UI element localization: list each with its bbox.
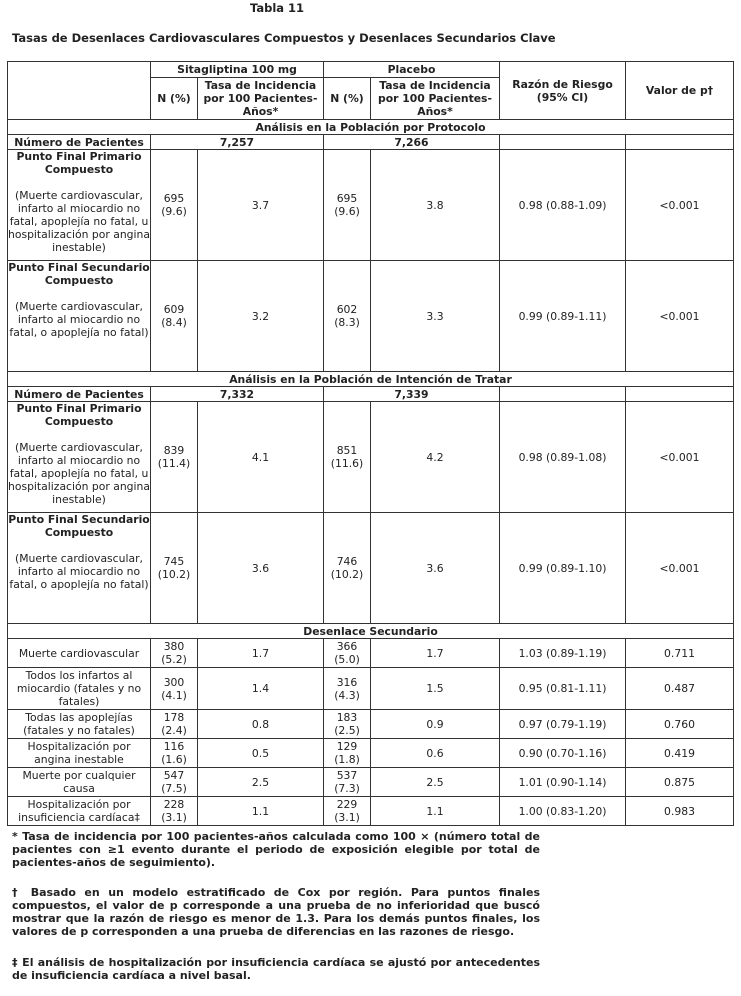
secondary-hr: 1.03 (0.89-1.19) — [500, 639, 626, 668]
secondary-p: 0.983 — [626, 797, 734, 826]
itt-secondary-pl-rate: 3.6 — [371, 513, 500, 624]
itt-patients-label: Número de Pacientes — [8, 387, 151, 402]
secondary-hr: 0.90 (0.70-1.16) — [500, 739, 626, 768]
itt-secondary-p: <0.001 — [626, 513, 734, 624]
itt-primary-pl-n: 851 (11.6) — [324, 402, 371, 513]
secondary-hr: 1.01 (0.90-1.14) — [500, 768, 626, 797]
pp-placebo-patients: 7,266 — [324, 135, 500, 150]
secondary-sita-rate: 1.7 — [198, 639, 324, 668]
secondary-sita-n: 178 (2.4) — [151, 710, 198, 739]
endpoint-heading: Punto Final Secundario Compuesto — [8, 513, 150, 539]
secondary-p: 0.487 — [626, 668, 734, 710]
pp-secondary-sita-rate: 3.2 — [198, 261, 324, 372]
secondary-pl-rate: 2.5 — [371, 768, 500, 797]
secondary-pl-rate: 1.1 — [371, 797, 500, 826]
itt-primary-sita-n: 839 (11.4) — [151, 402, 198, 513]
secondary-pl-rate: 1.7 — [371, 639, 500, 668]
secondary-label: Muerte por cualquier causa — [8, 768, 151, 797]
pp-patients-label: Número de Pacientes — [8, 135, 151, 150]
endpoint-heading: Punto Final Primario Compuesto — [16, 150, 142, 176]
corner-cell — [8, 62, 151, 120]
endpoint-description: (Muerte cardiovascular, infarto al miocardio no fatal, o apoplejía no fatal) — [9, 300, 149, 339]
table-row — [8, 739, 734, 768]
footnote-heart-failure: ‡ El análisis de hospitalización por insuficiencia cardíaca se ajustó por antecedentes de insuficiencia cardíaca a nivel basal. — [12, 956, 540, 982]
itt-secondary-label — [8, 513, 151, 624]
pp-primary-p: <0.001 — [626, 150, 734, 261]
secondary-sita-n: 380 (5.2) — [151, 639, 198, 668]
secondary-sita-n: 547 (7.5) — [151, 768, 198, 797]
section-per-protocol: Análisis en la Población por Protocolo — [8, 120, 734, 135]
itt-placebo-patients: 7,339 — [324, 387, 500, 402]
table-row — [8, 797, 734, 826]
secondary-p: 0.760 — [626, 710, 734, 739]
header-pl-n: N (%) — [324, 78, 371, 120]
itt-primary-hr: 0.98 (0.89-1.08) — [500, 402, 626, 513]
secondary-sita-rate: 1.1 — [198, 797, 324, 826]
secondary-pl-rate: 0.6 — [371, 739, 500, 768]
secondary-label: Muerte cardiovascular — [8, 639, 151, 668]
secondary-p: 0.875 — [626, 768, 734, 797]
pp-secondary-label — [8, 261, 151, 372]
endpoint-description: (Muerte cardiovascular, infarto al miocardio no fatal, apoplejía no fatal, u hospitalización por angina inestable) — [8, 441, 150, 506]
secondary-sita-rate: 1.4 — [198, 668, 324, 710]
itt-secondary-sita-rate: 3.6 — [198, 513, 324, 624]
header-p-value: Valor de p† — [626, 62, 734, 120]
itt-primary-sita-rate: 4.1 — [198, 402, 324, 513]
pp-sita-patients: 7,257 — [151, 135, 324, 150]
secondary-sita-rate: 0.5 — [198, 739, 324, 768]
secondary-sita-rate: 2.5 — [198, 768, 324, 797]
pp-secondary-sita-n: 609 (8.4) — [151, 261, 198, 372]
secondary-sita-n: 300 (4.1) — [151, 668, 198, 710]
pp-primary-sita-n: 695 (9.6) — [151, 150, 198, 261]
itt-primary-pl-rate: 4.2 — [371, 402, 500, 513]
table-caption: Tabla 11 — [250, 1, 305, 15]
secondary-pl-n: 366 (5.0) — [324, 639, 371, 668]
table-row — [8, 668, 734, 710]
secondary-hr: 0.95 (0.81-1.11) — [500, 668, 626, 710]
itt-primary-p: <0.001 — [626, 402, 734, 513]
pp-primary-hr: 0.98 (0.88-1.09) — [500, 150, 626, 261]
secondary-label: Todas las apoplejías (fatales y no fatales) — [8, 710, 151, 739]
outcomes-table — [7, 61, 734, 826]
itt-sita-patients: 7,332 — [151, 387, 324, 402]
secondary-pl-rate: 0.9 — [371, 710, 500, 739]
table-row — [8, 710, 734, 739]
endpoint-description: (Muerte cardiovascular, infarto al miocardio no fatal, o apoplejía no fatal) — [9, 552, 149, 591]
footnote-incidence-rate: * Tasa de incidencia por 100 pacientes-años calculada como 100 × (número total de pacientes con ≥1 evento durante el periodo de exposición elegible por total de pacientes-años de seguimiento). — [12, 830, 540, 869]
secondary-pl-n: 129 (1.8) — [324, 739, 371, 768]
itt-secondary-sita-n: 745 (10.2) — [151, 513, 198, 624]
itt-primary-label — [8, 402, 151, 513]
table-row — [8, 768, 734, 797]
pp-hr-blank — [500, 135, 626, 150]
header-hazard-ratio: Razón de Riesgo (95% CI) — [500, 62, 626, 120]
header-sitagliptin: Sitagliptina 100 mg — [151, 62, 324, 78]
itt-secondary-hr: 0.99 (0.89-1.10) — [500, 513, 626, 624]
section-intention-to-treat: Análisis en la Población de Intención de Tratar — [8, 372, 734, 387]
secondary-hr: 0.97 (0.79-1.19) — [500, 710, 626, 739]
secondary-p: 0.711 — [626, 639, 734, 668]
endpoint-heading: Punto Final Secundario Compuesto — [8, 261, 150, 287]
pp-primary-sita-rate: 3.7 — [198, 150, 324, 261]
secondary-label: Todos los infartos al miocardio (fatales y no fatales) — [8, 668, 151, 710]
secondary-sita-rate: 0.8 — [198, 710, 324, 739]
secondary-label: Hospitalización por angina inestable — [8, 739, 151, 768]
pp-primary-pl-rate: 3.8 — [371, 150, 500, 261]
pp-p-blank — [626, 135, 734, 150]
pp-secondary-hr: 0.99 (0.89-1.11) — [500, 261, 626, 372]
itt-secondary-pl-n: 746 (10.2) — [324, 513, 371, 624]
secondary-hr: 1.00 (0.83-1.20) — [500, 797, 626, 826]
itt-p-blank — [626, 387, 734, 402]
secondary-pl-n: 183 (2.5) — [324, 710, 371, 739]
secondary-sita-n: 116 (1.6) — [151, 739, 198, 768]
secondary-label: Hospitalización por insuficiencia cardíaca‡ — [8, 797, 151, 826]
secondary-sita-n: 228 (3.1) — [151, 797, 198, 826]
header-placebo: Placebo — [324, 62, 500, 78]
endpoint-heading: Punto Final Primario Compuesto — [16, 402, 142, 428]
pp-secondary-p: <0.001 — [626, 261, 734, 372]
pp-secondary-pl-n: 602 (8.3) — [324, 261, 371, 372]
secondary-pl-n: 537 (7.3) — [324, 768, 371, 797]
pp-primary-pl-n: 695 (9.6) — [324, 150, 371, 261]
header-sita-n: N (%) — [151, 78, 198, 120]
table-title: Tasas de Desenlaces Cardiovasculares Compuestos y Desenlaces Secundarios Clave — [12, 31, 556, 45]
pp-secondary-pl-rate: 3.3 — [371, 261, 500, 372]
section-secondary-outcomes: Desenlace Secundario — [8, 624, 734, 639]
table-row — [8, 639, 734, 668]
secondary-pl-n: 229 (3.1) — [324, 797, 371, 826]
secondary-pl-rate: 1.5 — [371, 668, 500, 710]
secondary-p: 0.419 — [626, 739, 734, 768]
endpoint-description: (Muerte cardiovascular, infarto al miocardio no fatal, apoplejía no fatal, u hospitalización por angina inestable) — [8, 189, 150, 254]
header-sita-rate: Tasa de Incidencia por 100 Pacientes-Años* — [198, 78, 324, 120]
itt-hr-blank — [500, 387, 626, 402]
secondary-pl-n: 316 (4.3) — [324, 668, 371, 710]
header-pl-rate: Tasa de Incidencia por 100 Pacientes-Años* — [371, 78, 500, 120]
pp-primary-label — [8, 150, 151, 261]
footnote-cox-model: † Basado en un modelo estratificado de Cox por región. Para puntos finales compuestos, el valor de p corresponde a una prueba de no inferioridad que buscó mostrar que la razón de riesgo es menor de 1.3. Para los demás puntos finales, los valores de p corresponden a una prueba de diferencias en las razones de riesgo. — [12, 886, 540, 938]
